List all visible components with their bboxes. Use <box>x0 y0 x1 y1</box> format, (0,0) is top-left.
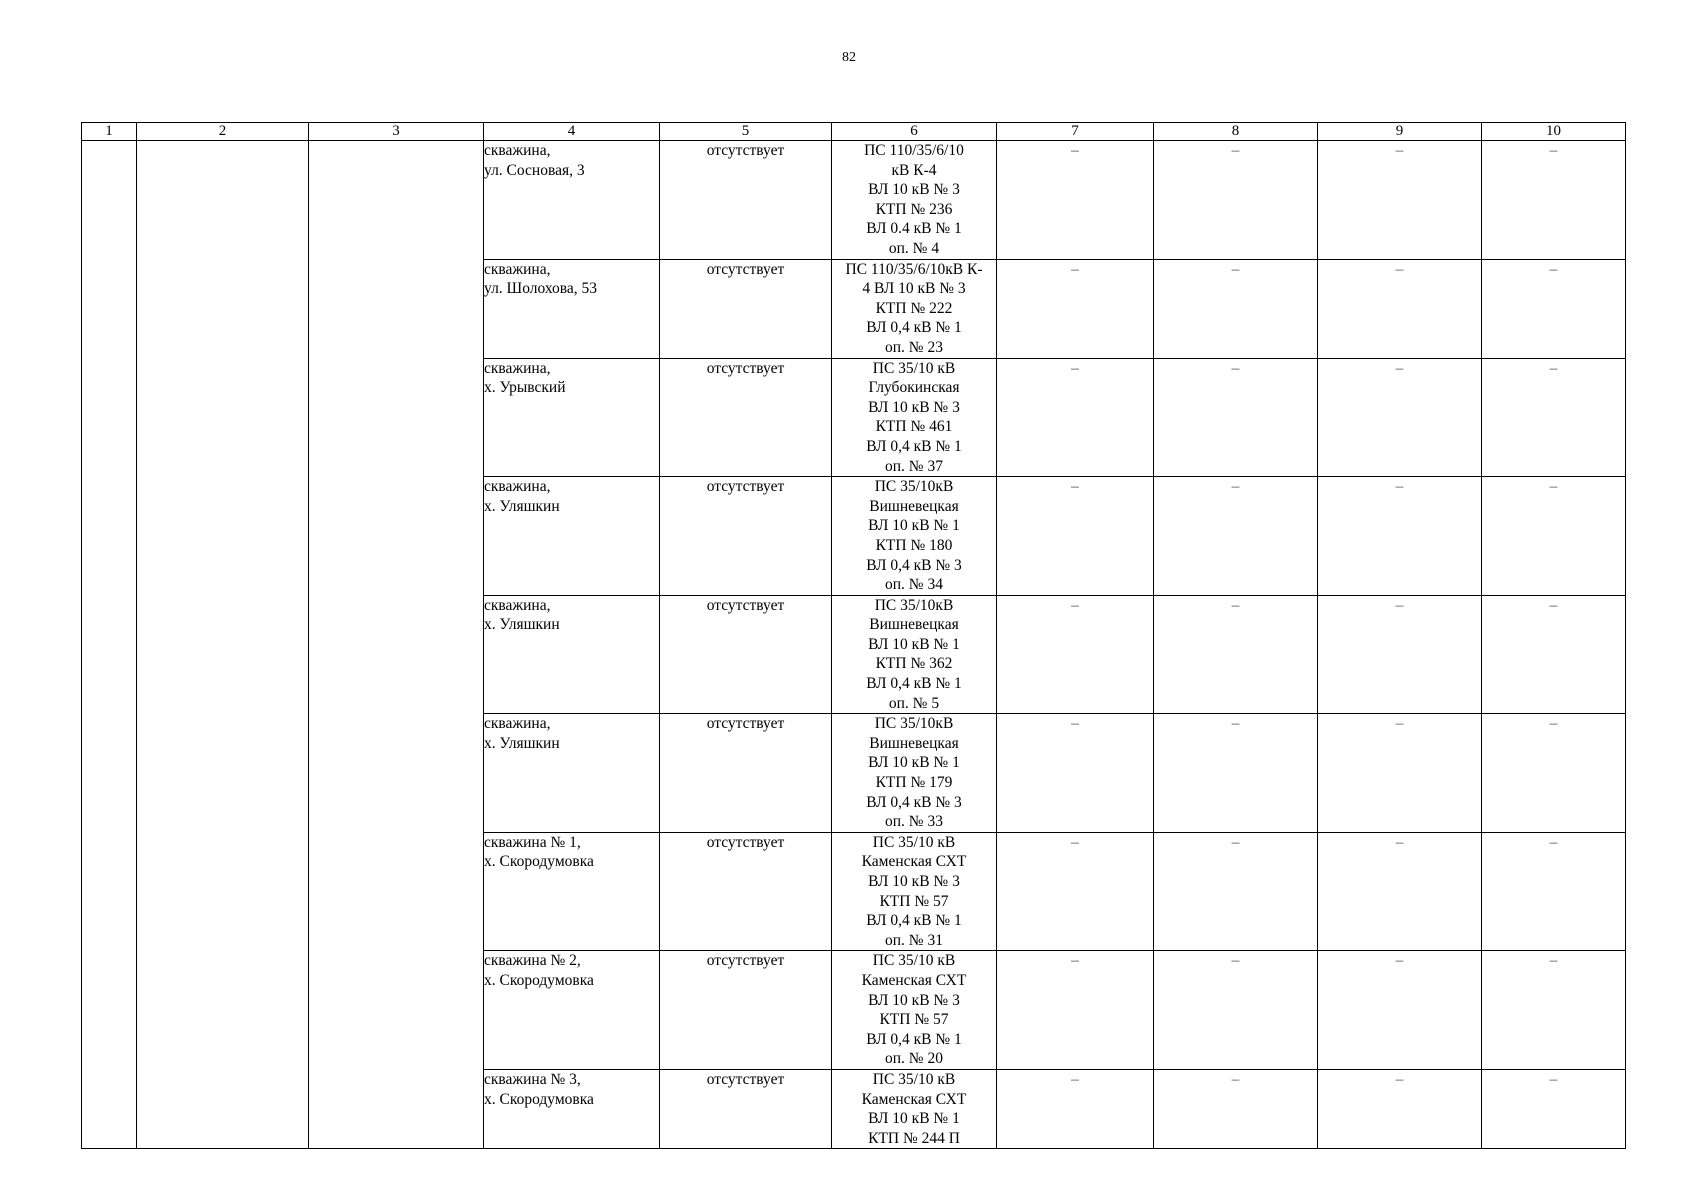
object-line: скважина, <box>484 260 551 278</box>
cell-power-source <box>832 259 997 358</box>
power-source-line: ВЛ 10 кВ № 1 <box>868 635 960 653</box>
cell-c7: – <box>997 477 1154 596</box>
header-col-4: 4 <box>484 123 660 141</box>
cell-c8: – <box>1154 832 1318 951</box>
power-source-line: ВЛ 0,4 кВ № 1 <box>866 675 962 693</box>
power-source-line: ВЛ 10 кВ № 1 <box>868 1110 960 1128</box>
cell-c7: – <box>997 832 1154 951</box>
cell-c9: – <box>1318 477 1482 596</box>
cell-c7: – <box>997 595 1154 714</box>
table-body <box>82 141 1626 1149</box>
power-source-line: ВЛ 0,4 кВ № 3 <box>866 556 962 574</box>
cell-c9: – <box>1318 259 1482 358</box>
power-source-line: ВЛ 0.4 кВ № 1 <box>866 220 962 238</box>
power-source-line: оп. № 20 <box>885 1050 943 1068</box>
cell-c8: – <box>1154 358 1318 477</box>
cell-power-source <box>832 714 997 833</box>
power-source-line: ВЛ 10 кВ № 3 <box>868 181 960 199</box>
cell-object <box>484 358 660 477</box>
object-line: скважина, <box>484 596 551 614</box>
cell-c9: – <box>1318 951 1482 1070</box>
cell-power-source <box>832 141 997 260</box>
cell-power-source <box>832 1069 997 1148</box>
object-line: х. Уляшкин <box>484 734 560 752</box>
cell-c9: – <box>1318 714 1482 833</box>
power-source-line: оп. № 34 <box>885 576 943 594</box>
header-col-1: 1 <box>82 123 137 141</box>
header-row <box>82 123 1626 141</box>
page-number: 82 <box>842 50 856 65</box>
power-source-line: Каменская СХТ <box>861 971 967 989</box>
header-col-3: 3 <box>309 123 484 141</box>
power-source-line: оп. № 31 <box>885 931 943 949</box>
cell-c9: – <box>1318 595 1482 714</box>
power-source-line: Каменская СХТ <box>861 1090 967 1108</box>
power-source-line: ВЛ 0,4 кВ № 1 <box>866 1030 962 1048</box>
object-line: скважина № 1, <box>484 833 581 851</box>
cell-c9: – <box>1318 358 1482 477</box>
cell-c8: – <box>1154 477 1318 596</box>
power-source-line: ПС 35/10кВ <box>874 715 954 733</box>
header-col-7: 7 <box>997 123 1154 141</box>
power-source-line: КТП № 179 <box>875 774 953 792</box>
cell-c10: – <box>1482 358 1626 477</box>
power-source-line: оп. № 23 <box>885 338 943 356</box>
cell-c8: – <box>1154 714 1318 833</box>
object-line: х. Уляшкин <box>484 497 560 515</box>
power-source-line: Глубокинская <box>868 379 960 397</box>
cell-power-source <box>832 951 997 1070</box>
header-col-5: 5 <box>660 123 832 141</box>
cell-status: отсутствует <box>660 832 832 951</box>
cell-object <box>484 1069 660 1148</box>
cell-c10: – <box>1482 832 1626 951</box>
cell-status: отсутствует <box>660 951 832 1070</box>
cell-c7: – <box>997 714 1154 833</box>
object-line: х. Скородумовка <box>484 853 594 871</box>
object-line: х. Уляшкин <box>484 616 560 634</box>
power-source-line: ПС 35/10кВ <box>874 596 954 614</box>
merged-cell-col-1 <box>82 141 137 1149</box>
object-line: скважина, <box>484 715 551 733</box>
power-source-line: КТП № 362 <box>875 655 953 673</box>
cell-c8: – <box>1154 951 1318 1070</box>
cell-c8: – <box>1154 595 1318 714</box>
header-col-6: 6 <box>832 123 997 141</box>
power-source-line: КТП № 57 <box>879 892 949 910</box>
cell-c10: – <box>1482 259 1626 358</box>
object-line: х. Скородумовка <box>484 1090 594 1108</box>
power-source-line: ПС 35/10 кВ <box>872 952 956 970</box>
object-line: х. Скородумовка <box>484 971 594 989</box>
cell-object <box>484 141 660 260</box>
cell-status: отсутствует <box>660 259 832 358</box>
cell-power-source <box>832 832 997 951</box>
power-source-line: КТП № 244 П <box>868 1129 960 1147</box>
object-line: скважина № 3, <box>484 1070 581 1088</box>
power-source-line: 4 ВЛ 10 кВ № 3 <box>862 280 966 298</box>
power-source-line: ВЛ 0,4 кВ № 1 <box>866 319 962 337</box>
power-source-line: ВЛ 0,4 кВ № 1 <box>866 912 962 930</box>
cell-c7: – <box>997 259 1154 358</box>
cell-status: отсутствует <box>660 1069 832 1148</box>
power-source-line: оп. № 33 <box>885 813 943 831</box>
cell-c9: – <box>1318 832 1482 951</box>
cell-c7: – <box>997 1069 1154 1148</box>
power-source-line: КТП № 222 <box>875 299 953 317</box>
power-source-line: ВЛ 0,4 кВ № 3 <box>866 793 962 811</box>
cell-c7: – <box>997 358 1154 477</box>
cell-status: отсутствует <box>660 358 832 477</box>
power-source-line: ПС 110/35/6/10 <box>864 142 964 159</box>
cell-c8: – <box>1154 141 1318 260</box>
power-source-line: Каменская СХТ <box>861 853 967 871</box>
cell-power-source <box>832 477 997 596</box>
cell-c8: – <box>1154 1069 1318 1148</box>
power-source-line: ВЛ 10 кВ № 3 <box>868 991 960 1009</box>
cell-c10: – <box>1482 141 1626 260</box>
power-source-line: КТП № 57 <box>879 1011 949 1029</box>
power-source-line: Вишневецкая <box>869 497 959 515</box>
cell-c9: – <box>1318 1069 1482 1148</box>
header-col-8: 8 <box>1154 123 1318 141</box>
object-line: ул. Шолохова, 53 <box>484 280 597 298</box>
cell-c10: – <box>1482 1069 1626 1148</box>
header-col-9: 9 <box>1318 123 1482 141</box>
cell-power-source <box>832 595 997 714</box>
power-source-line: КТП № 461 <box>875 418 953 436</box>
cell-object <box>484 832 660 951</box>
cell-c7: – <box>997 951 1154 1070</box>
power-source-line: ВЛ 0,4 кВ № 1 <box>866 437 962 455</box>
cell-object <box>484 714 660 833</box>
cell-status: отсутствует <box>660 477 832 596</box>
object-line: скважина № 2, <box>484 952 581 970</box>
power-source-line: кВ К-4 <box>891 161 937 179</box>
table-row <box>82 141 1626 260</box>
object-line: х. Урывский <box>484 379 566 397</box>
power-source-line: ПС 110/35/6/10кВ К- <box>845 260 983 278</box>
object-line: скважина, <box>484 478 551 496</box>
cell-object <box>484 595 660 714</box>
table-header <box>82 123 1626 141</box>
cell-status: отсутствует <box>660 141 832 260</box>
power-source-line: ВЛ 10 кВ № 3 <box>868 398 960 416</box>
power-source-line: ПС 35/10 кВ <box>872 359 956 377</box>
cell-object <box>484 259 660 358</box>
cell-c10: – <box>1482 477 1626 596</box>
data-table <box>81 122 1626 1149</box>
power-source-line: КТП № 236 <box>875 200 953 218</box>
object-line: скважина, <box>484 142 551 159</box>
cell-c9: – <box>1318 141 1482 260</box>
power-source-line: оп. № 37 <box>885 457 943 475</box>
merged-cell-col-3 <box>309 141 484 1149</box>
power-source-line: ПС 35/10кВ <box>874 478 954 496</box>
power-source-line: ПС 35/10 кВ <box>872 1070 956 1088</box>
power-source-line: оп. № 5 <box>888 694 940 712</box>
cell-c10: – <box>1482 595 1626 714</box>
cell-object <box>484 477 660 596</box>
object-line: ул. Сосновая, 3 <box>484 161 585 179</box>
power-source-line: оп. № 4 <box>888 239 940 257</box>
cell-c8: – <box>1154 259 1318 358</box>
cell-c7: – <box>997 141 1154 260</box>
power-source-line: Вишневецкая <box>869 616 959 634</box>
power-source-line: Вишневецкая <box>869 734 959 752</box>
cell-c10: – <box>1482 951 1626 1070</box>
object-line: скважина, <box>484 359 551 377</box>
cell-power-source <box>832 358 997 477</box>
power-source-line: ВЛ 10 кВ № 3 <box>868 873 960 890</box>
power-source-line: ВЛ 10 кВ № 1 <box>868 754 960 772</box>
merged-cell-col-2 <box>137 141 309 1149</box>
cell-object <box>484 951 660 1070</box>
power-source-line: КТП № 180 <box>875 536 953 554</box>
cell-c10: – <box>1482 714 1626 833</box>
power-source-line: ПС 35/10 кВ <box>872 833 956 851</box>
cell-status: отсутствует <box>660 714 832 833</box>
power-source-line: ВЛ 10 кВ № 1 <box>868 517 960 535</box>
header-col-10: 10 <box>1482 123 1626 141</box>
cell-status: отсутствует <box>660 595 832 714</box>
header-col-2: 2 <box>137 123 309 141</box>
